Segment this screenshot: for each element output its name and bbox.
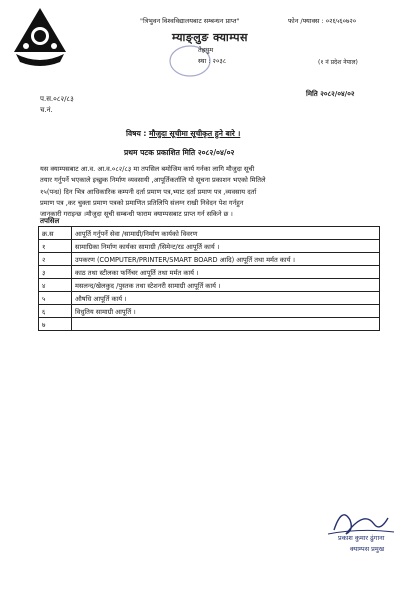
row-serial: २ <box>39 253 72 266</box>
row-description: सामाग्रिका निर्माण कार्यका सामाग्री /सिमेन्ट/रड आपूर्ति कार्य । <box>72 240 380 253</box>
row-serial: ६ <box>39 305 72 318</box>
header-established: स्था : २०३८ <box>198 57 227 65</box>
table-label: तपसिल <box>40 217 60 225</box>
row-description: काठ तथा स्टीलका फर्निचर आपूर्ति तथा मर्मत कार्य । <box>72 266 380 279</box>
header-province: (१ नं प्रदेश नेपाल) <box>318 59 358 66</box>
subject-text: मौजुदा सूचीमा सूचीकृत हुने बारे । <box>149 129 241 138</box>
table-row <box>39 292 380 305</box>
row-serial: ५ <box>39 292 72 305</box>
body-line: जानकारी गराइन्छ ।मौजुदा सूची सम्बन्धी फाराम क्याम्पसबाट प्राप्त गर्न सकिने छ । <box>40 210 233 219</box>
reference-number: प.स.०८२/८३ <box>40 95 74 103</box>
header-description: आपूर्ति गर्नुपर्ने सेवा /सामाग्री/निर्माण कार्यको विवरण <box>72 227 380 240</box>
row-description: औषधि आपूर्ति कार्य । <box>72 292 380 305</box>
header-serial: क्र.स <box>39 227 72 240</box>
signatory-title: क्याम्पस प्रमुख <box>350 545 385 553</box>
subject-line <box>126 129 240 138</box>
details-table <box>38 226 380 331</box>
campus-name: म्याङ्लुङ क्याम्पस <box>172 31 248 44</box>
table-row <box>39 318 380 331</box>
table-row <box>39 305 380 318</box>
body-line: तयार गर्नुपर्ने भएकाले इच्छुक निर्माण व्यवसायी ,आपूर्तिकर्तालि यो सूचना प्रकाशन भएको मितिले <box>40 176 266 185</box>
row-description <box>72 318 380 331</box>
body-line: १५(पन्ध्र) दिन भित्र आधिकारिक कम्पनी दर्ता प्रमाण पत्र,भ्याट दर्ता प्रमाण पत्र ,व्यवसाय दर्ता <box>40 187 257 196</box>
row-description: मसलन्द/खेलकुद /पुस्तक तथा स्टेशनरी सामाग्री आपूर्ति कार्य । <box>72 279 380 292</box>
row-serial: ३ <box>39 266 72 279</box>
header-district: तेह्रथुम <box>198 46 214 54</box>
signatory-name: प्रकाश कुमार ढुंगाना <box>338 534 385 542</box>
table-row <box>39 279 380 292</box>
row-serial: ७ <box>39 318 72 331</box>
notice-body <box>40 164 380 220</box>
row-description: उपकरण (COMPUTER/PRINTER/SMART BOARD आदि) आपूर्ति तथा मर्मत कार्य । <box>72 253 380 266</box>
table-row <box>39 240 380 253</box>
header-phone: फोन /फ्याक्स : ०२६५६०७२० <box>288 17 357 25</box>
body-line: प्रमाण पत्र ,कर चुक्ता प्रमाण पत्रको प्रमाणित प्रतिलिपि संलग्न राखी निवेदन पेश गर्नहुन <box>40 198 244 207</box>
table-row <box>39 266 380 279</box>
dispatch-number: च.नं. <box>40 106 53 114</box>
table-row <box>39 253 380 266</box>
subject-prefix: विषय : <box>126 129 150 138</box>
table-header-row <box>39 227 380 240</box>
body-line: यस क्याम्पसबाट आ.व. आ.व.०८२/८३ मा तपसिल बमोजिम कार्य गर्नका लागि मौजुदा सूची <box>40 165 255 173</box>
row-serial: १ <box>39 240 72 253</box>
letter-date: मिति २०८२/०४/०२ <box>306 90 355 98</box>
header-slogan: "त्रिभुवन विश्वविद्यालयबाट सम्बन्धन प्राप्त" <box>140 17 240 25</box>
row-serial: ४ <box>39 279 72 292</box>
published-date: प्रथम पटक प्रकाशित मिति २०८२/०४/०२ <box>124 148 235 157</box>
nepal-emblem-logo <box>8 6 72 68</box>
row-description: विधुतिय सामाग्री आपूर्ति । <box>72 305 380 318</box>
